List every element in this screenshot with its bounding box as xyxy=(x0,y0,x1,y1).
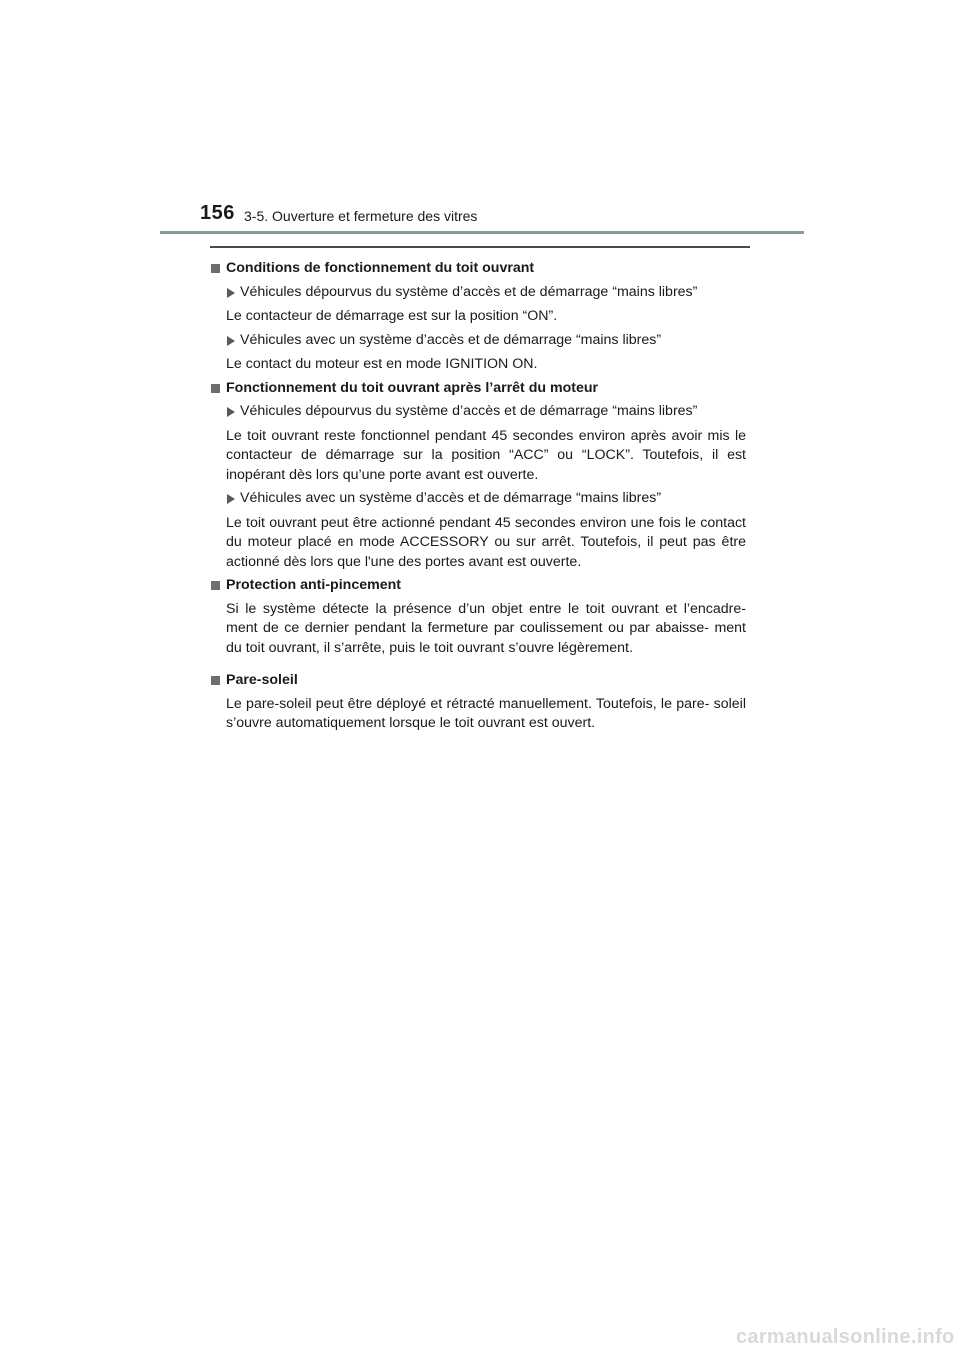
paragraph: Le toit ouvrant peut être actionné pendant 45 secondes environ une fois le contact du moteur placé en mode ACCESSORY ou sur arrêt. Toutefois, il peut pas être actionné dès lors que l'une des portes avant est ouverte. xyxy=(226,514,746,570)
square-bullet-icon xyxy=(211,581,220,590)
section-heading-text: Protection anti-pincement xyxy=(226,577,401,593)
arrow-bullet-icon xyxy=(227,407,235,417)
content-top-rule xyxy=(210,246,750,248)
square-bullet-icon xyxy=(211,264,220,273)
paragraph: Le pare-soleil peut être déployé et rétracté manuellement. Toutefois, le pare- soleil s’ouvre automatiquement lorsque le toit ouvrant est ouvert. xyxy=(226,695,746,731)
square-bullet-icon xyxy=(211,384,220,393)
section-heading xyxy=(210,576,746,596)
square-bullet-icon xyxy=(211,676,220,685)
subheading xyxy=(210,489,746,509)
arrow-bullet-icon xyxy=(227,336,235,346)
section-title: 3-5. Ouverture et fermeture des vitres xyxy=(244,208,478,224)
arrow-bullet-icon xyxy=(227,494,235,504)
paragraph: Le contact du moteur est en mode IGNITION ON. xyxy=(226,356,538,372)
section-heading xyxy=(210,259,746,279)
header-rule xyxy=(160,231,804,234)
page-number: 156 xyxy=(200,202,235,224)
subheading xyxy=(210,283,746,303)
paragraph: Le contacteur de démarrage est sur la position “ON”. xyxy=(226,308,558,324)
section-heading xyxy=(210,379,746,399)
section-heading-text: Fonctionnement du toit ouvrant après l’arrêt du moteur xyxy=(226,379,599,396)
arrow-bullet-icon xyxy=(227,288,235,298)
subheading-text: Véhicules avec un système d’accès et de démarrage “mains libres” xyxy=(240,331,662,348)
subheading xyxy=(210,402,746,422)
section-heading-text: Pare-soleil xyxy=(226,672,298,688)
subheading-text: Véhicules dépourvus du système d’accès et de démarrage “mains libres” xyxy=(240,403,698,419)
subheading-text: Véhicules avec un système d’accès et de démarrage “mains libres” xyxy=(240,490,662,506)
subheading-text: Véhicules dépourvus du système d’accès et de démarrage “mains libres” xyxy=(240,283,698,300)
paragraph: Le toit ouvrant reste fonctionnel pendant 45 secondes environ après avoir mis le contacteur de démarrage sur la position “ACC” ou “LOCK”. Toutefois, il est inopérant dès lors qu’une porte avant est ouverte. xyxy=(226,427,746,483)
section-heading xyxy=(210,671,746,691)
page-content xyxy=(210,256,746,738)
subheading xyxy=(210,331,746,351)
paragraph: Si le système détecte la présence d’un objet entre le toit ouvrant et l’encadre- ment de ce dernier pendant la fermeture par coulissement ou par abaisse- ment du toit ouvrant, il s’arrête, puis le toit ouvrant s’ouvre légèrement. xyxy=(226,600,746,656)
section-heading-text: Conditions de fonctionnement du toit ouvrant xyxy=(226,260,535,276)
watermark: carmanualsonline.info xyxy=(736,1326,955,1348)
